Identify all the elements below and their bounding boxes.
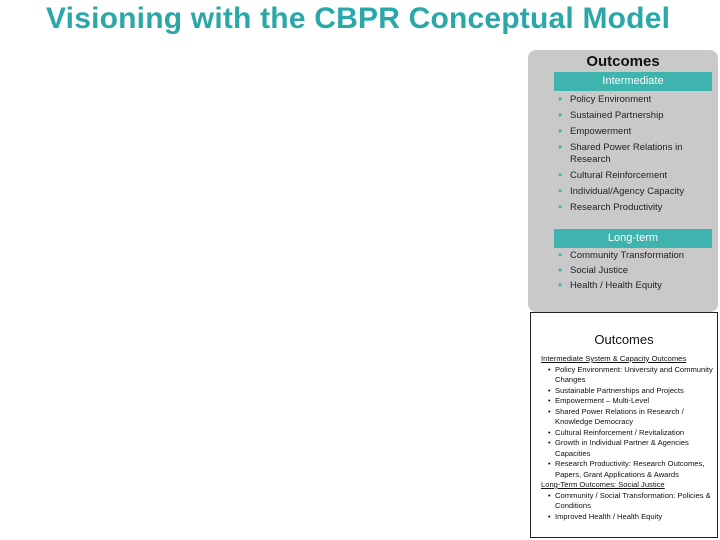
intermediate-list xyxy=(558,94,718,218)
list-item: • Cultural Reinforcement xyxy=(558,168,668,182)
list-item: • Sustainable Partnerships and Projects xyxy=(541,386,717,397)
box-content xyxy=(541,354,717,522)
intermediate-heading: Intermediate System & Capacity Outcomes xyxy=(541,354,687,363)
list-item: • Individual/Agency Capacity xyxy=(558,184,685,198)
panel-heading: Outcomes xyxy=(586,53,660,70)
longterm-list xyxy=(558,250,684,295)
longterm-heading: Long-Term Outcomes: Social Justice xyxy=(541,480,665,489)
bullet-icon: • xyxy=(558,263,563,277)
list-item: • Community / Social Transformation: Policies & Conditions xyxy=(541,491,717,512)
list-item: • Empowerment xyxy=(558,124,632,138)
list-item: • Improved Health / Health Equity xyxy=(541,512,717,523)
bullet-icon: • xyxy=(558,278,563,292)
bullet-icon: • xyxy=(558,140,563,154)
list-item: • Community Transformation xyxy=(558,248,685,262)
page-title: Visioning with the CBPR Conceptual Model xyxy=(46,2,671,35)
bullet-icon: • xyxy=(558,92,563,106)
bullet-icon: • xyxy=(558,124,563,138)
list-item: • Social Justice xyxy=(558,263,629,277)
bullet-icon: • xyxy=(558,108,563,122)
bullet-icon: • xyxy=(558,248,563,262)
intermediate-detail-list xyxy=(541,365,717,481)
outcomes-summary-panel xyxy=(528,50,718,312)
list-item: • Empowerment – Multi-Level xyxy=(541,396,717,407)
list-item: • Shared Power Relations in Research xyxy=(558,140,683,165)
list-item: • Shared Power Relations in Research / Knowledge Democracy xyxy=(541,407,717,428)
bullet-icon: • xyxy=(558,200,563,214)
list-item: • Policy Environment: University and Community Changes xyxy=(541,365,717,386)
outcomes-detail-box xyxy=(530,312,718,538)
list-item: • Sustained Partnership xyxy=(558,108,664,122)
list-item: • Policy Environment xyxy=(558,92,652,106)
list-item: • Research Productivity xyxy=(558,200,663,214)
list-item: • Cultural Reinforcement / Revitalization xyxy=(541,428,717,439)
intermediate-bar: Intermediate xyxy=(554,72,712,91)
bullet-icon: • xyxy=(558,184,563,198)
longterm-detail-list xyxy=(541,491,717,523)
list-item: • Research Productivity: Research Outcomes, Papers, Grant Applications & Awards xyxy=(541,459,717,480)
bullet-icon: • xyxy=(558,168,563,182)
longterm-bar: Long-term xyxy=(554,229,712,248)
box-heading: Outcomes xyxy=(594,332,654,347)
list-item: • Health / Health Equity xyxy=(558,278,662,292)
list-item: • Growth in Individual Partner & Agencies Capacities xyxy=(541,438,717,459)
